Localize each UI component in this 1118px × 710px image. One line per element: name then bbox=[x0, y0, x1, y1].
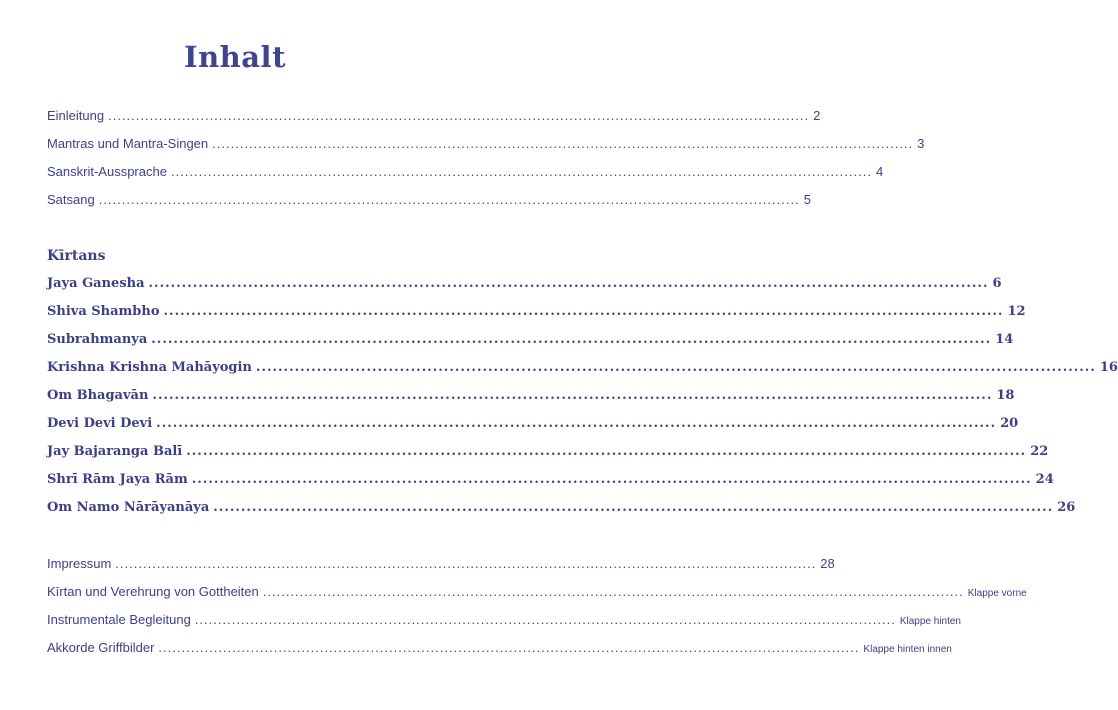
page-number: 20 bbox=[1000, 416, 1019, 431]
entry-label: Shrī Rām Jaya Rām bbox=[47, 472, 188, 487]
toc-entry-krishna-krishna[interactable] bbox=[47, 360, 1118, 375]
page-number: 28 bbox=[820, 556, 835, 571]
page-number: 12 bbox=[1007, 304, 1026, 319]
page-number: 3 bbox=[917, 136, 925, 151]
dot-leader: ........................................................................................................................................................ bbox=[115, 556, 817, 571]
page-number: 16 bbox=[1099, 360, 1118, 375]
dot-leader: ........................................................................................................................................................ bbox=[156, 416, 997, 431]
entry-label: Akkorde Griffbilder bbox=[47, 640, 155, 655]
entry-label: Devi Devi Devi bbox=[47, 416, 153, 431]
entry-label: Mantras und Mantra-Singen bbox=[47, 136, 209, 151]
toc-entry-kirtan-verehrung[interactable] bbox=[47, 584, 1027, 599]
entry-label: Impressum bbox=[47, 556, 112, 571]
entry-label: Om Namo Nārāyanāya bbox=[47, 500, 210, 515]
page-reference: Klappe hinten bbox=[899, 616, 961, 627]
dot-leader: ........................................................................................................................................................ bbox=[255, 360, 1096, 375]
toc-entry-jay-bajaranga-bali[interactable] bbox=[47, 444, 1049, 459]
entry-label: Kīrtan und Verehrung von Gottheiten bbox=[47, 584, 259, 599]
entry-label: Shiva Shambho bbox=[47, 304, 160, 319]
page-number: 5 bbox=[803, 192, 811, 207]
dot-leader: ........................................................................................................................................................ bbox=[158, 640, 860, 655]
toc-entry-om-namo-narayanaya[interactable] bbox=[47, 500, 1076, 515]
dot-leader: ........................................................................................................................................................ bbox=[151, 332, 992, 347]
page-number: 24 bbox=[1035, 472, 1054, 487]
page-number: 6 bbox=[992, 276, 1002, 291]
entry-label: Jaya Ganesha bbox=[47, 276, 145, 291]
toc-entry-shiva-shambho[interactable] bbox=[47, 304, 1026, 319]
entry-label: Instrumentale Begleitung bbox=[47, 612, 191, 627]
toc-entry-akkorde-griffbilder[interactable] bbox=[47, 640, 952, 655]
page-reference: Klappe vorne bbox=[967, 588, 1027, 599]
entry-label: Krishna Krishna Mahāyogin bbox=[47, 360, 252, 375]
dot-leader: ........................................................................................................................................................ bbox=[212, 136, 914, 151]
dot-leader: ........................................................................................................................................................ bbox=[191, 472, 1032, 487]
dot-leader: ........................................................................................................................................................ bbox=[186, 444, 1027, 459]
entry-label: Subrahmanya bbox=[47, 332, 148, 347]
page-number: 22 bbox=[1030, 444, 1049, 459]
dot-leader: ........................................................................................................................................................ bbox=[194, 612, 896, 627]
dot-leader: ........................................................................................................................................................ bbox=[148, 276, 989, 291]
toc-entry-satsang[interactable] bbox=[47, 192, 811, 207]
toc-entry-jaya-ganesha[interactable] bbox=[47, 276, 1002, 291]
dot-leader: ........................................................................................................................................................ bbox=[213, 500, 1054, 515]
page-number: 2 bbox=[813, 108, 821, 123]
entry-label: Sanskrit-Aussprache bbox=[47, 164, 167, 179]
page-number: 26 bbox=[1057, 500, 1076, 515]
dot-leader: ........................................................................................................................................................ bbox=[108, 108, 810, 123]
toc-entry-mantras[interactable] bbox=[47, 136, 925, 151]
section-heading-kirtans: Kīrtans bbox=[47, 248, 106, 264]
toc-entry-om-bhagavan[interactable] bbox=[47, 388, 1015, 403]
dot-leader: ........................................................................................................................................................ bbox=[262, 584, 964, 599]
dot-leader: ........................................................................................................................................................ bbox=[170, 164, 872, 179]
entry-label: Einleitung bbox=[47, 108, 105, 123]
dot-leader: ........................................................................................................................................................ bbox=[163, 304, 1004, 319]
toc-entry-instrumentale-begleitung[interactable] bbox=[47, 612, 961, 627]
entry-label: Satsang bbox=[47, 192, 95, 207]
toc-entry-devi-devi-devi[interactable] bbox=[47, 416, 1019, 431]
toc-entry-sanskrit-aussprache[interactable] bbox=[47, 164, 884, 179]
page-reference: Klappe hinten innen bbox=[863, 644, 952, 655]
entry-label: Jay Bajaranga Balī bbox=[47, 444, 183, 459]
dot-leader: ........................................................................................................................................................ bbox=[98, 192, 800, 207]
page-number: 4 bbox=[875, 164, 884, 179]
entry-label: Om Bhagavān bbox=[47, 388, 149, 403]
toc-entry-impressum[interactable] bbox=[47, 556, 835, 571]
toc-entry-shri-ram[interactable] bbox=[47, 472, 1054, 487]
page-number: 14 bbox=[995, 332, 1014, 347]
toc-entry-subrahmanya[interactable] bbox=[47, 332, 1014, 347]
page-title: Inhalt bbox=[184, 40, 286, 74]
toc-entry-einleitung[interactable] bbox=[47, 108, 821, 123]
dot-leader: ........................................................................................................................................................ bbox=[152, 388, 993, 403]
page-number: 18 bbox=[996, 388, 1015, 403]
